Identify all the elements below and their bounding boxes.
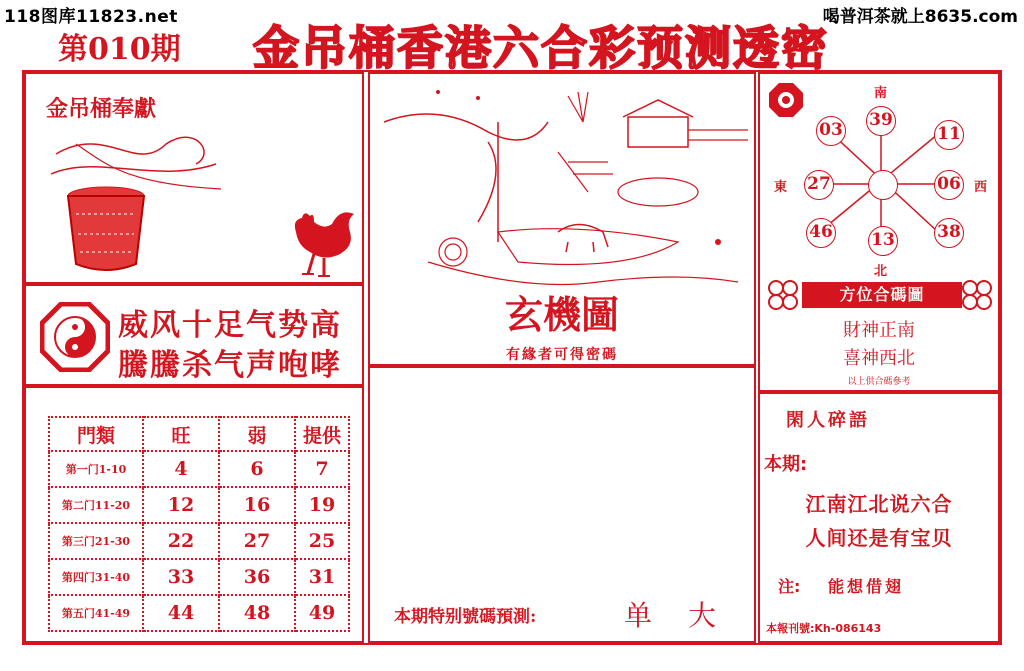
- cell-wang: 4: [143, 451, 219, 487]
- site-left-watermark: 118图库11823.net: [4, 7, 178, 27]
- cell-tigong: 7: [295, 451, 349, 487]
- idle-talk-title: 閑人碎語: [786, 410, 870, 431]
- cell-ruo: 36: [219, 559, 295, 595]
- mystery-picture-caption: 有緣者可得密碼: [506, 347, 618, 363]
- table-row: [49, 487, 349, 523]
- doors-table: [48, 416, 350, 632]
- table-row: [49, 523, 349, 559]
- compass-panel: [758, 72, 1000, 392]
- offering-label: 金吊桶奉獻: [46, 96, 157, 122]
- idle-talk-panel: [758, 392, 1000, 643]
- header-tigong: 提供: [295, 417, 349, 451]
- direction-north-bottom: 北: [874, 264, 888, 279]
- cell-tigong: 31: [295, 559, 349, 595]
- compass-number-bottom: 13: [868, 226, 898, 256]
- hint-text: 能想借翅: [828, 577, 905, 596]
- cell-ruo: 16: [219, 487, 295, 523]
- fangwei-banner: [766, 278, 992, 312]
- slogan-line-2: 騰騰杀气声咆哮: [118, 348, 342, 383]
- slogan-panel: [24, 284, 364, 386]
- fangwei-title: 方位合碼圖: [802, 282, 962, 308]
- special-value-1: 单: [624, 599, 653, 632]
- compass-number-center: [868, 170, 898, 200]
- direction-east-left: 東: [774, 180, 788, 195]
- direction-west-right: 西: [974, 180, 988, 195]
- fangwei-line-1: 財神正南: [843, 320, 915, 341]
- row-label: 第二门11-20: [49, 487, 143, 523]
- mystery-picture-panel: [368, 72, 756, 366]
- special-number-panel: [368, 366, 756, 643]
- doors-panel: [24, 386, 364, 643]
- cell-wang: 33: [143, 559, 219, 595]
- compass-number-top-right: 11: [934, 120, 964, 150]
- header-category: 門類: [49, 417, 143, 451]
- row-label: 第三门21-30: [49, 523, 143, 559]
- header-ruo: 弱: [219, 417, 295, 451]
- cell-tigong: 25: [295, 523, 349, 559]
- idle-talk-label: 本期:: [764, 454, 808, 475]
- landscape-illustration: [378, 82, 748, 292]
- yin-yang-icon: [40, 302, 110, 372]
- site-right-watermark: 喝普洱茶就上8635.com: [822, 7, 1018, 27]
- idle-talk-line-1: 江南江北说六合: [805, 492, 953, 516]
- issue-number: 第010期: [58, 32, 181, 67]
- row-label: 第四门31-40: [49, 559, 143, 595]
- special-value-2: 大: [688, 599, 717, 632]
- compass-number-top: 39: [866, 106, 896, 136]
- slogan-line-1: 威风十足气势高: [118, 308, 342, 343]
- cell-ruo: 27: [219, 523, 295, 559]
- cloud-ornament-left: [766, 278, 806, 312]
- compass-number-bottom-left: 46: [806, 218, 836, 248]
- compass-number-bottom-right: 38: [934, 218, 964, 248]
- cell-ruo: 6: [219, 451, 295, 487]
- mystery-picture-title: 玄機圖: [504, 292, 619, 337]
- table-row: [49, 559, 349, 595]
- cloud-ornament-right: [960, 278, 994, 312]
- offering-panel: [24, 72, 364, 284]
- cell-tigong: 19: [295, 487, 349, 523]
- cell-wang: 44: [143, 595, 219, 631]
- header-wang: 旺: [143, 417, 219, 451]
- compass-number-top-left: 03: [816, 116, 846, 146]
- cell-tigong: 49: [295, 595, 349, 631]
- row-label: 第一门1-10: [49, 451, 143, 487]
- direction-south-top: 南: [874, 86, 888, 101]
- publication-number: 本報刊號:Kh-086143: [766, 622, 882, 635]
- hint-label: 注:: [778, 577, 801, 596]
- cell-wang: 22: [143, 523, 219, 559]
- table-row: [49, 451, 349, 487]
- page-title: 金吊桶香港六合彩预测透密: [253, 21, 829, 75]
- rooster-icon: [284, 202, 360, 282]
- compass-number-left: 27: [804, 170, 834, 200]
- row-label: 第五门41-49: [49, 595, 143, 631]
- bucket-illustration: [46, 134, 226, 284]
- cell-wang: 12: [143, 487, 219, 523]
- doors-header-row: [49, 417, 349, 451]
- compass-number-right: 06: [934, 170, 964, 200]
- idle-talk-line-2: 人间还是有宝贝: [805, 526, 953, 550]
- cell-ruo: 48: [219, 595, 295, 631]
- table-row: [49, 595, 349, 631]
- special-number-label: 本期特别號碼預測:: [394, 607, 537, 627]
- fangwei-note: 以上供合碼參考: [847, 377, 911, 387]
- fangwei-line-2: 喜神西北: [843, 348, 915, 369]
